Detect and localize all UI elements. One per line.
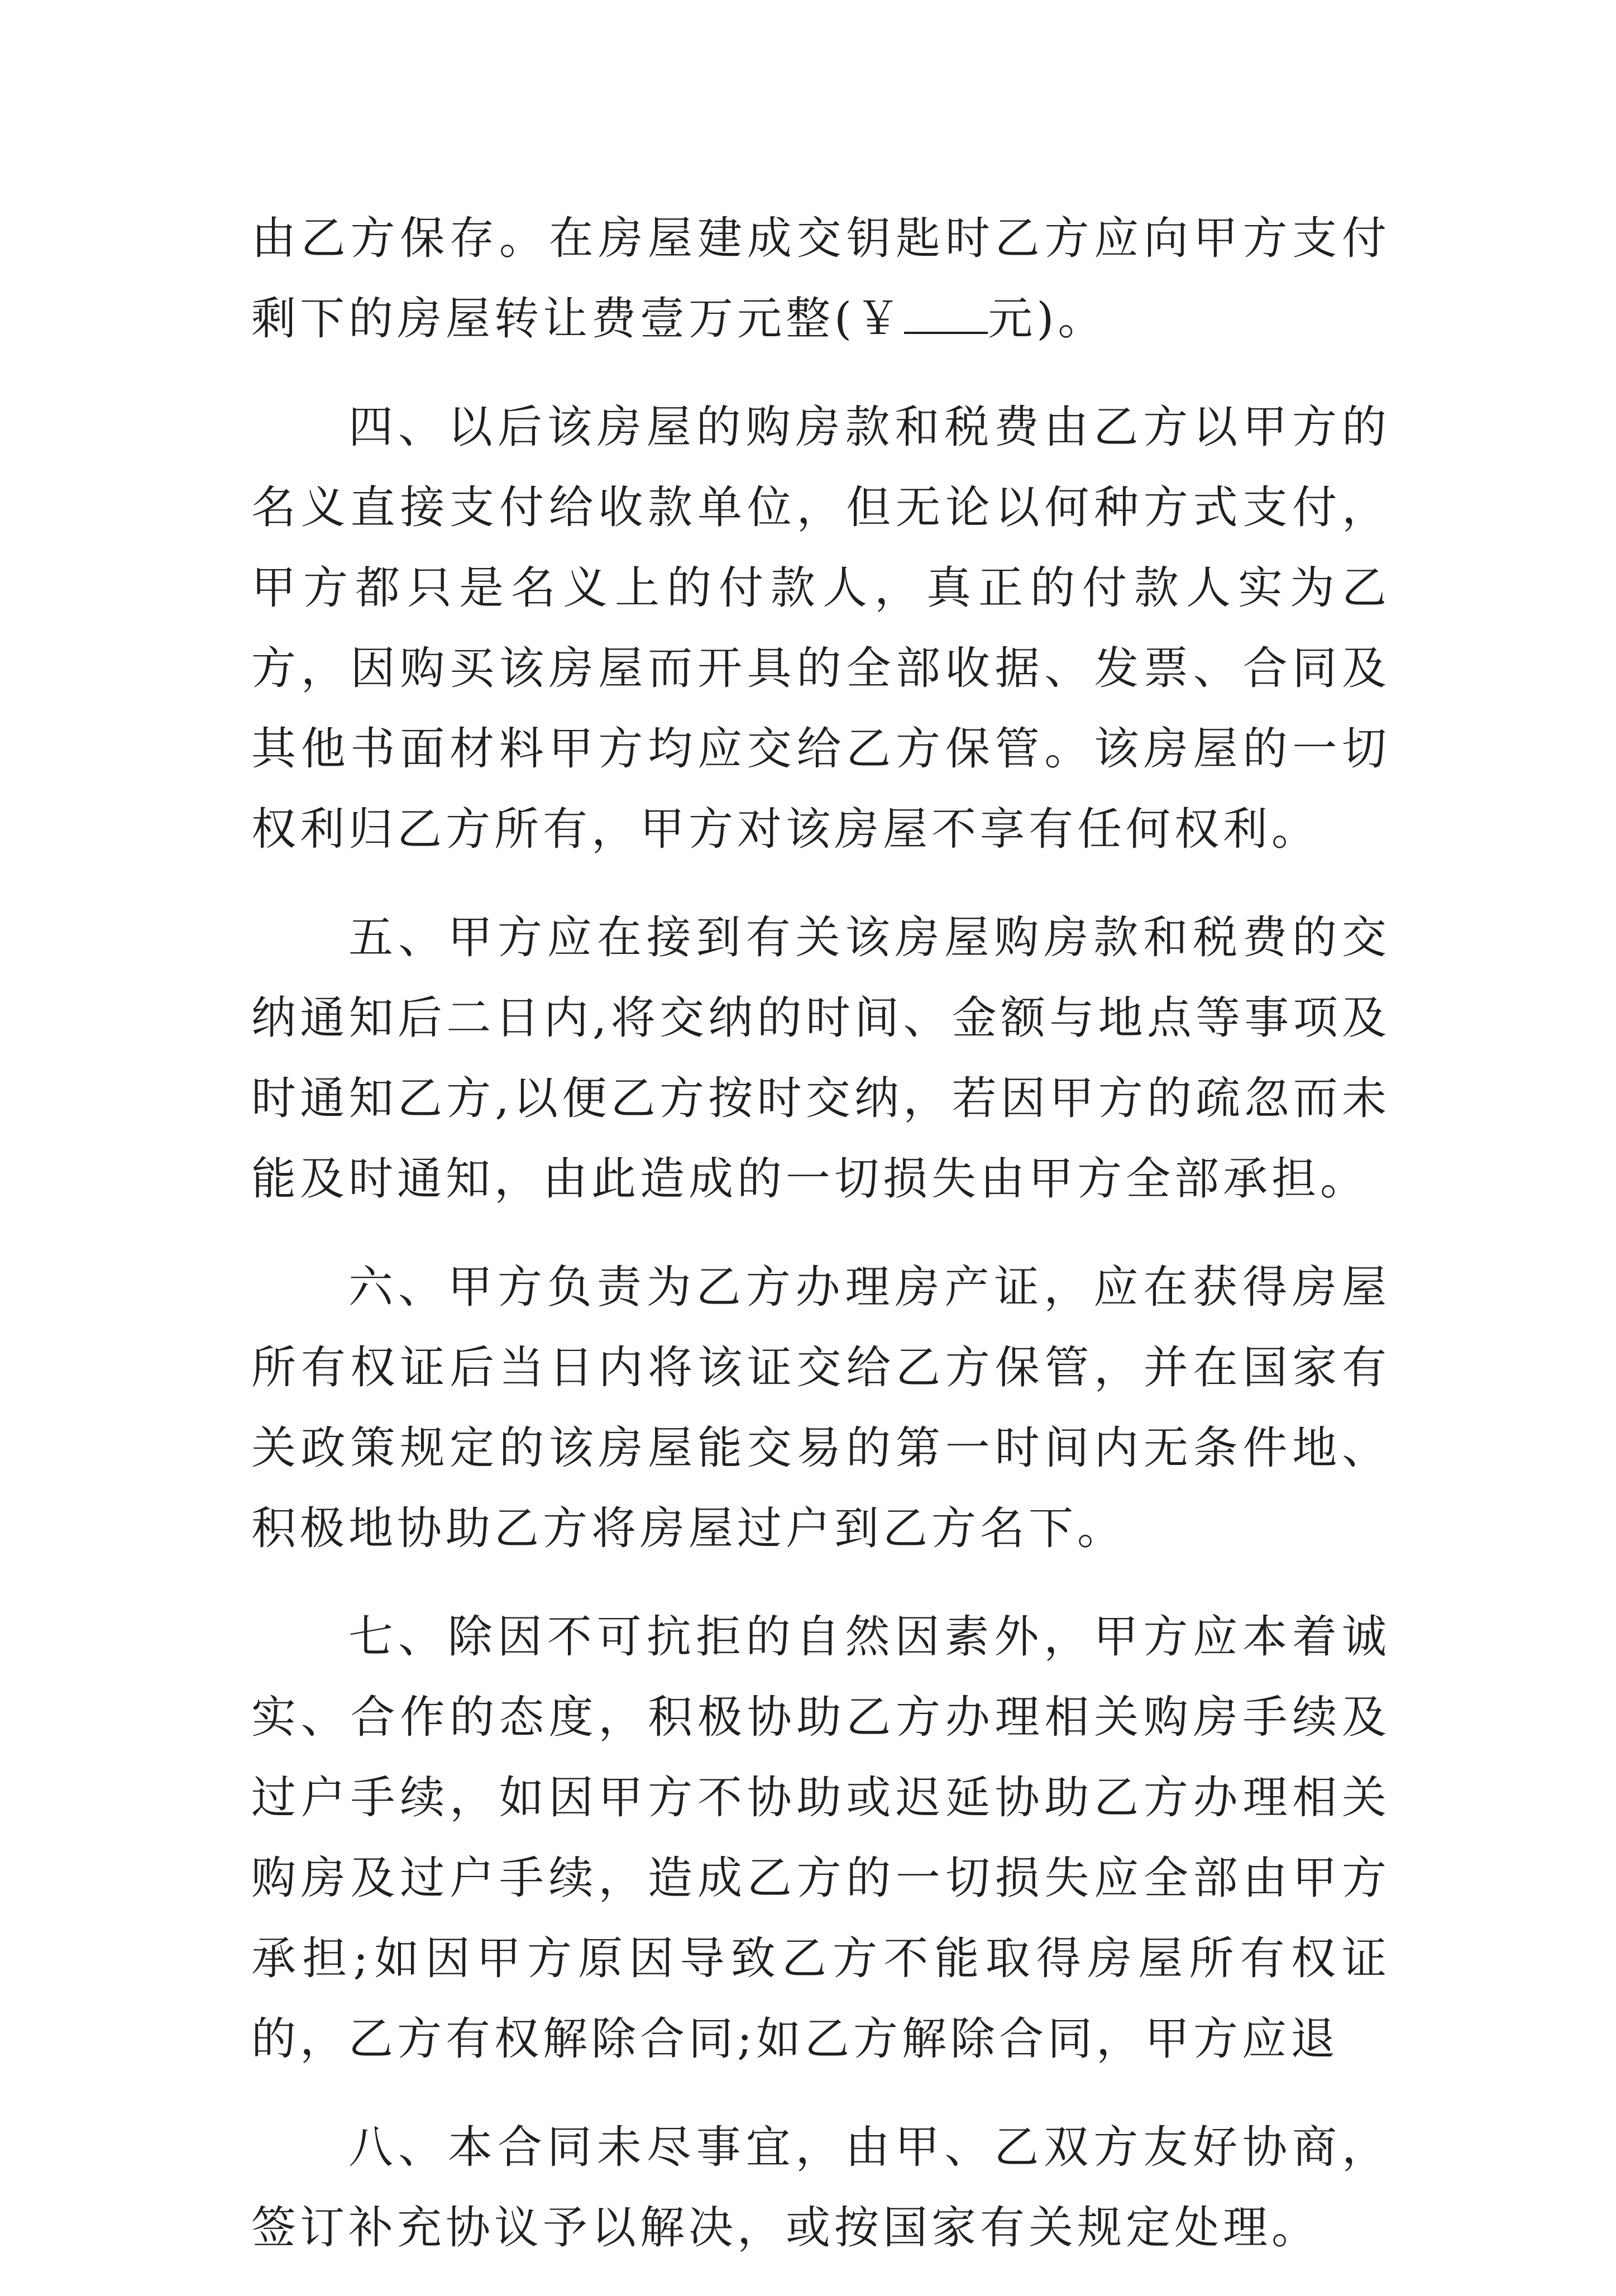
paragraph-text: 由乙方保存。在房屋建成交钥匙时乙方应向甲方支付剩下的房屋转让费壹万元整(￥ (251, 212, 1390, 345)
document-body (251, 198, 1390, 2296)
paragraph-clause-6: 六、甲方负责为乙方办理房产证，应在获得房屋所有权证后当日内将该证交给乙方保管，并在国家有关政策规定的该房屋能交易的第一时间内无条件地、积极地协助乙方将房屋过户到乙方名下。 (251, 1261, 1390, 1554)
paragraph-clause-8: 八、本合同未尽事宜，由甲、乙双方友好协商，签订补充协议予以解决，或按国家有关规定处理。 (251, 2121, 1390, 2254)
paragraph-continuation (251, 198, 1390, 359)
paragraph-clause-4: 四、以后该房屋的购房款和税费由乙方以甲方的名义直接支付给收款单位，但无论以何种方式支付，甲方都只是名义上的付款人，真正的付款人实为乙方，因购买该房屋而开具的全部收据、发票、合同及其他书面材料甲方均应交给乙方保管。该房屋的一切权利归乙方所有，甲方对该房屋不享有任何权利。 (251, 401, 1390, 855)
paragraph-text: 元)。 (988, 293, 1107, 345)
amount-blank-field (904, 293, 988, 334)
paragraph-clause-7: 七、除因不可抗拒的自然因素外，甲方应本着诚实、合作的态度，积极协助乙方办理相关购房手续及过户手续，如因甲方不协助或迟延协助乙方办理相关购房及过户手续，造成乙方的一切损失应全部由甲方承担;如因甲方原因导致乙方不能取得房屋所有权证的，乙方有权解除合同;如乙方解除合同，甲方应退 (251, 1611, 1390, 2065)
paragraph-clause-5: 五、甲方应在接到有关该房屋购房款和税费的交纳通知后二日内,将交纳的时间、金额与地点等事项及时通知乙方,以便乙方按时交纳，若因甲方的疏忽而未能及时通知，由此造成的一切损失由甲方全部承担。 (251, 911, 1390, 1205)
